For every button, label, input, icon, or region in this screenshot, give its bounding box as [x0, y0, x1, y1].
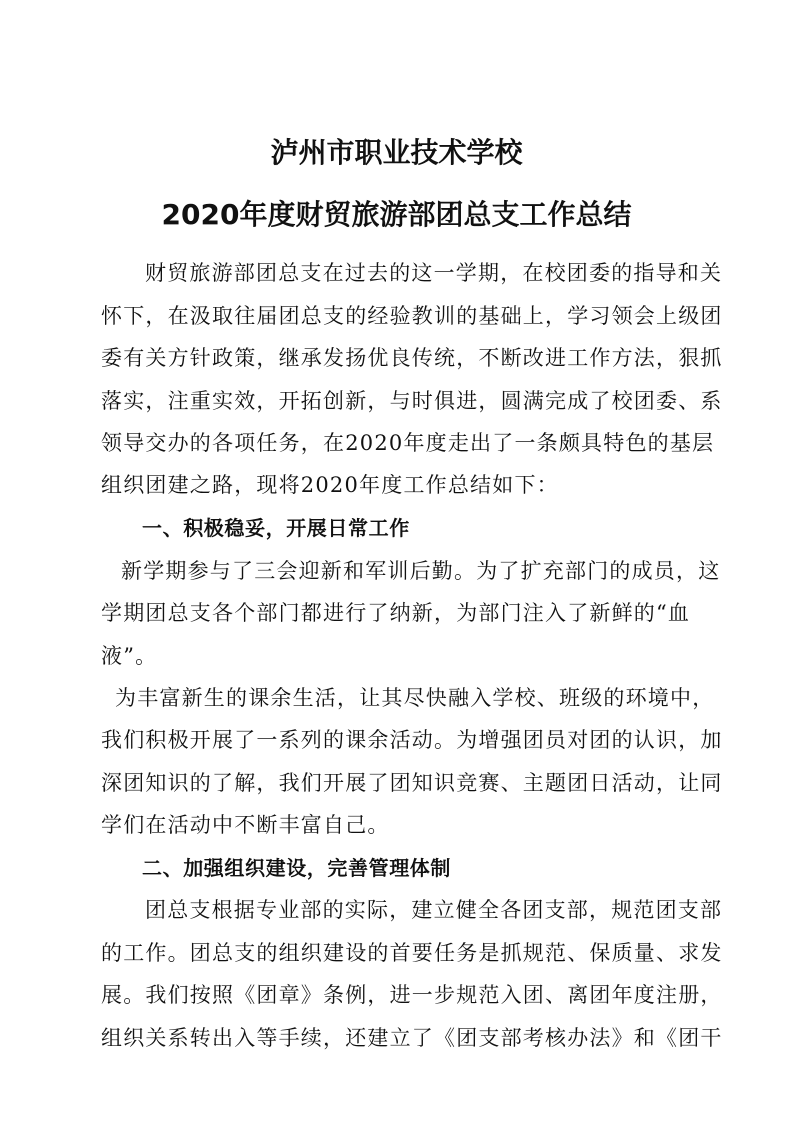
document-title-school: 泸州市职业技术学校 [270, 136, 523, 169]
section-heading-1: 一、积极稳妥，开展日常工作 [142, 516, 410, 540]
section1-para1-line: 学期团总支各个部门都进行了纳新，为部门注入了新鲜的“血 [101, 601, 691, 625]
section1-para1-line: 新学期参与了三会迎新和军训后勤。为了扩充部门的成员，这 [121, 559, 721, 583]
section2-para1-line: 的工作。团总支的组织建设的首要任务是抓规范、保质量、求发 [101, 941, 723, 965]
section2-para1-line: 展。我们按照《团章》条例，进一步规范入团、离团年度注册， [101, 983, 723, 1007]
intro-line: 委有关方针政策，继承发扬优良传统，不断改进工作方法，狠抓 [101, 346, 723, 370]
intro-line: 财贸旅游部团总支在过去的这一学期，在校团委的指导和关 [145, 261, 723, 285]
section1-para2-line: 为丰富新生的课余生活，让其尽快融入学校、班级的环境中， [115, 686, 715, 710]
section-heading-2: 二、加强组织建设，完善管理体制 [142, 856, 451, 880]
intro-line: 组织团建之路，现将2020年度工作总结如下： [101, 473, 559, 497]
intro-line: 领导交办的各项任务，在2020年度走出了一条颇具特色的基层 [101, 431, 715, 455]
section2-para1-line: 团总支根据专业部的实际，建立健全各团支部，规范团支部 [145, 898, 723, 922]
intro-line: 怀下，在汲取往届团总支的经验教训的基础上，学习领会上级团 [101, 304, 723, 328]
section1-para1-line: 液”。 [101, 644, 158, 668]
section1-para2-line: 深团知识的了解，我们开展了团知识竞赛、主题团日活动，让同 [101, 771, 723, 795]
section1-para2-line: 学们在活动中不断丰富自己。 [101, 813, 390, 837]
intro-line: 落实，注重实效，开拓创新，与时俱进，圆满完成了校团委、系 [101, 389, 723, 413]
document-title-report: 2020年度财贸旅游部团总支工作总结 [161, 198, 632, 231]
section1-para2-line: 我们积极开展了一系列的课余活动。为增强团员对团的认识，加 [101, 728, 723, 752]
section2-para1-line: 组织关系转出入等手续，还建立了《团支部考核办法》和《团干 [101, 1026, 723, 1050]
